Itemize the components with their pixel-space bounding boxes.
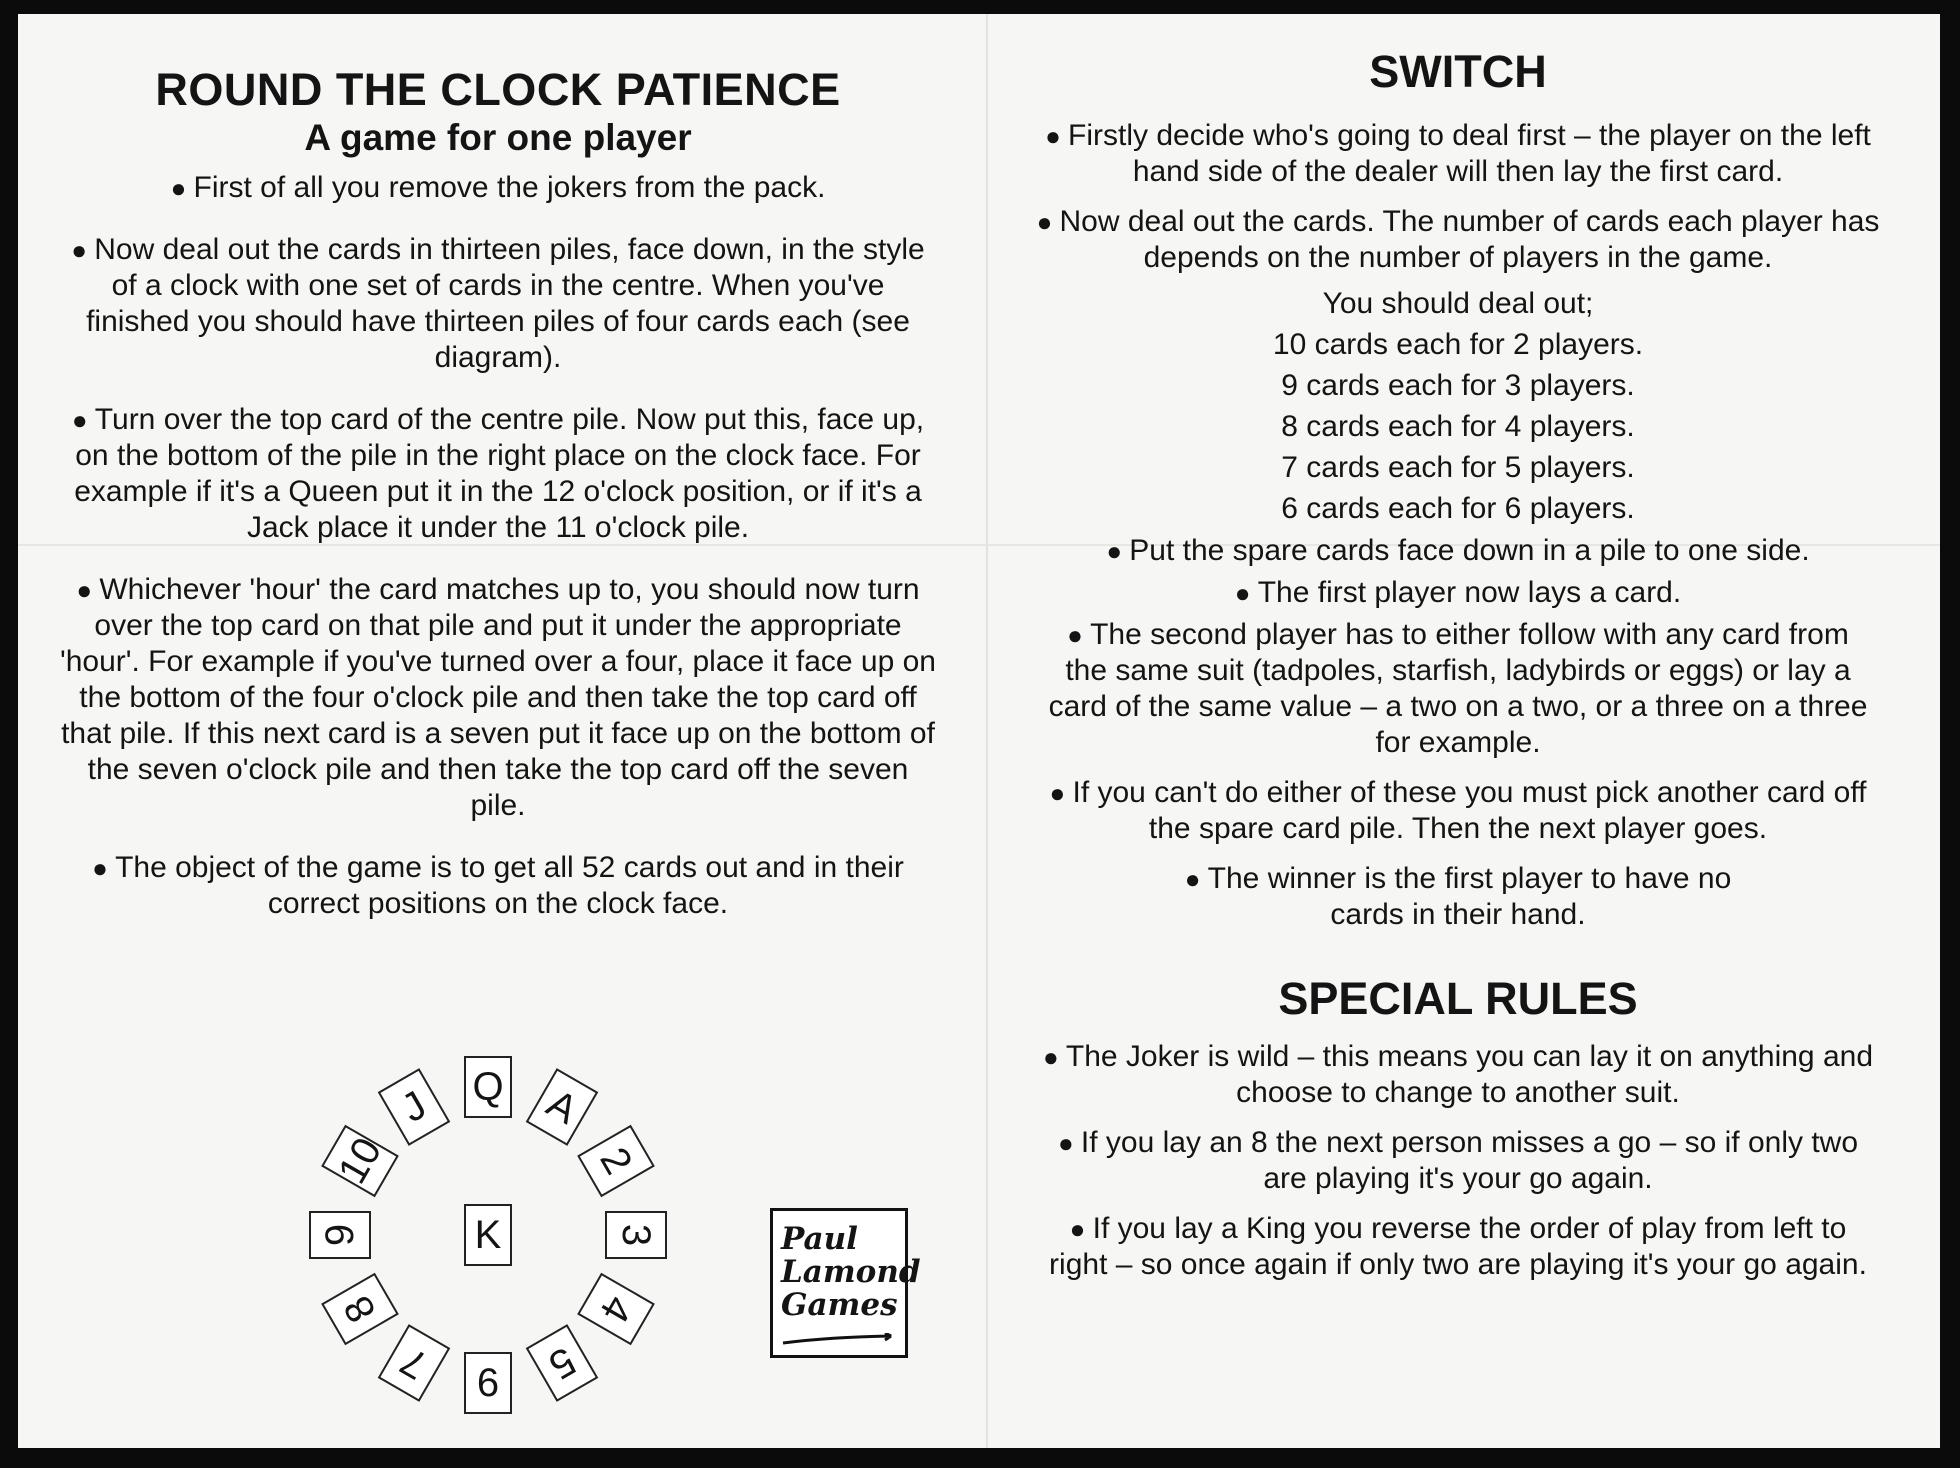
bullet-icon: ● [1057, 1127, 1081, 1158]
bullet-icon: ● [1067, 619, 1091, 650]
clock-card: 8 [321, 1273, 399, 1346]
clock-diagram [288, 1034, 688, 1434]
clock-card: 9 [309, 1211, 371, 1259]
section-subtitle: A game for one player [304, 116, 692, 158]
clock-card: A [526, 1068, 599, 1146]
switch-title: SWITCH [1369, 46, 1547, 97]
rule-bullet: ● The Joker is wild – this means you can lay it on anything and choose to change to another suit. [1042, 1039, 1874, 1109]
deal-line: 8 cards each for 4 players. [1281, 409, 1635, 443]
clock-card: 3 [605, 1211, 667, 1259]
rules-leaflet [18, 14, 1940, 1448]
deal-line: 10 cards each for 2 players. [1272, 327, 1644, 361]
bullet-icon: ● [76, 575, 100, 606]
paul-lamond-games-logo: Paul Lamond Games [770, 1208, 908, 1358]
switch-section [1018, 46, 1898, 1283]
rule-bullet: ● If you can't do either of these you must pick another card off the spare card pile. Then the next player goes. [1049, 775, 1867, 845]
clock-card: J [378, 1068, 451, 1146]
bullet-icon: ● [1036, 206, 1060, 237]
bullet-icon: ● [1049, 777, 1073, 808]
rule-bullet: ● First of all you remove the jokers from the pack. [170, 171, 826, 205]
fold-line-vertical [986, 14, 988, 1448]
bullet-icon: ● [92, 853, 116, 884]
deal-line: 7 cards each for 5 players. [1281, 450, 1635, 484]
bullet-icon: ● [1234, 577, 1258, 608]
rule-bullet: ● If you lay an 8 the next person misses a go – so if only two are playing it's your go again. [1057, 1125, 1859, 1195]
rule-bullet: ● Put the spare cards face down in a pile to one side. [1106, 533, 1810, 567]
rule-bullet: ● Now deal out the cards. The number of cards each player has depends on the number of players in the game. [1036, 204, 1880, 274]
rule-bullet: ● The winner is the first player to have no cards in their hand. [1184, 861, 1732, 931]
rule-bullet: ● The object of the game is to get all 52 cards out and in their correct positions on the clock face. [92, 851, 904, 921]
bullet-icon: ● [1045, 120, 1069, 151]
bullet-icon: ● [71, 235, 95, 266]
deal-line: 9 cards each for 3 players. [1281, 368, 1635, 402]
rule-bullet: ● Now deal out the cards in thirteen piles, face down, in the style of a clock with one set of cards in the centre. When you've finished you should have thirteen piles of four cards each (see diagram). [71, 233, 925, 375]
clock-card: Q [464, 1056, 512, 1118]
special-rules-title: SPECIAL RULES [1278, 972, 1638, 1024]
rule-bullet: ● The first player now lays a card. [1234, 575, 1682, 609]
bullet-icon: ● [71, 405, 95, 436]
section-title: ROUND THE CLOCK PATIENCE [155, 64, 841, 115]
clock-card: 2 [577, 1125, 655, 1198]
clock-card: 5 [526, 1324, 599, 1402]
clock-card-center: K [464, 1204, 512, 1266]
rule-bullet: ● Whichever 'hour' the card matches up to, you should now turn over the top card on that pile and put it under the appropriate 'hour'. For example if you've turned over a four, place it face up on the bottom of the four o'clock pile and then take the top card off that pile. If this next card is a seven put it face up on the bottom of the seven o'clock pile and then take the top card off the seven pile. [59, 573, 936, 823]
round-the-clock-section [58, 64, 938, 922]
deal-intro: You should deal out; [1322, 286, 1594, 320]
bullet-icon: ● [1042, 1041, 1066, 1072]
clock-card: 6 [464, 1352, 512, 1414]
clock-card: 4 [577, 1273, 655, 1346]
bullet-icon: ● [1069, 1213, 1093, 1244]
rule-bullet: ● If you lay a King you reverse the order of play from left to right – so once again if only two are playing it's your go again. [1049, 1211, 1867, 1281]
clock-card: 10 [321, 1125, 399, 1198]
logo-swash-icon [781, 1333, 899, 1345]
rule-bullet: ● Firstly decide who's going to deal first – the player on the left hand side of the dealer will then lay the first card. [1045, 118, 1871, 188]
rule-bullet: ● Turn over the top card of the centre pile. Now put this, face up, on the bottom of the pile in the right place on the clock face. For example if it's a Queen put it in the 12 o'clock position, or if it's a Jack place it under the 11 o'clock pile. [71, 403, 925, 545]
clock-card: 7 [378, 1324, 451, 1402]
deal-line: 6 cards each for 6 players. [1281, 491, 1635, 525]
bullet-icon: ● [170, 173, 194, 204]
rule-bullet: ● The second player has to either follow with any card from the same suit (tadpoles, starfish, ladybirds or eggs) or lay a card of the same value – a two on a two, or a three on a three for example. [1048, 617, 1868, 759]
bullet-icon: ● [1106, 535, 1130, 566]
bullet-icon: ● [1184, 863, 1208, 894]
